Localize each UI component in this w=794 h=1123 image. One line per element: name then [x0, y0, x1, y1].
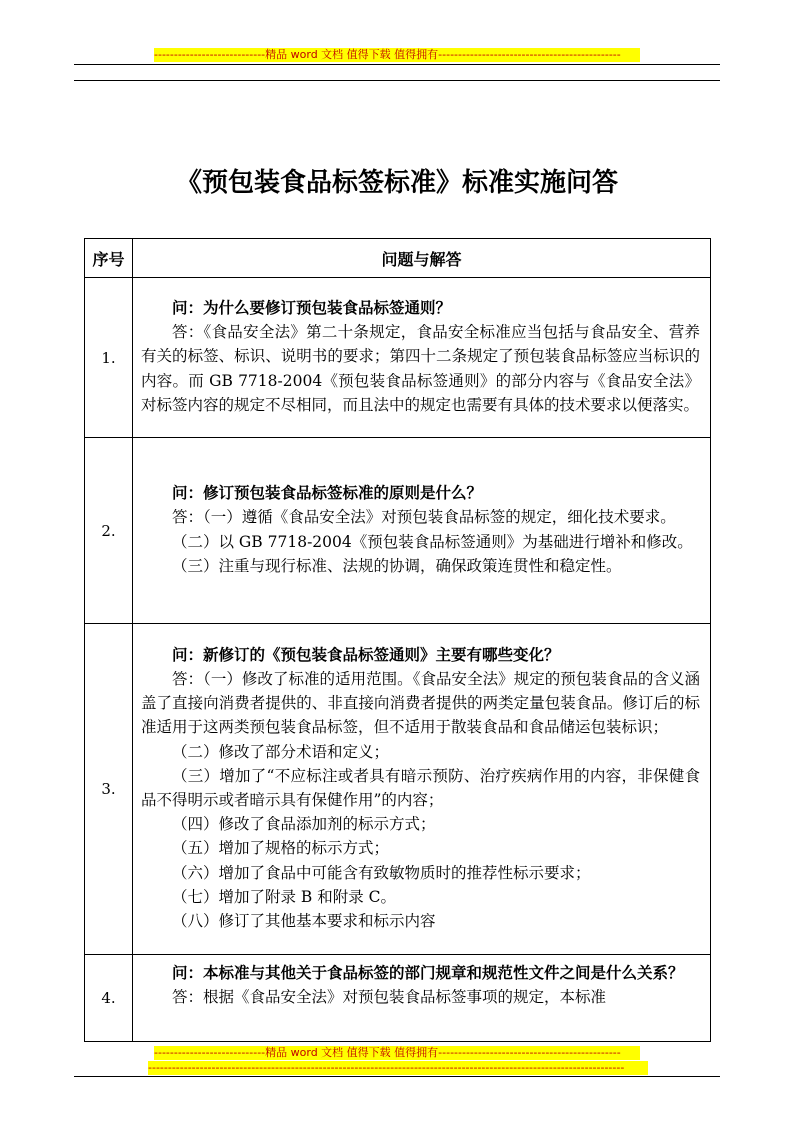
- qa-cell: [133, 278, 711, 438]
- header-banner: ----------------------------精品 word 文档 值得下载 值得拥有----------------------------------------------: [154, 48, 640, 62]
- answer-text: （八）修订了其他基本要求和标示内容: [172, 912, 436, 931]
- row-number: 4.: [85, 955, 133, 1042]
- question-text: 问：新修订的《预包装食品标签通则》主要有哪些变化？: [172, 645, 560, 664]
- question-text: 问：为什么要修订预包装食品标签通则？: [172, 298, 452, 317]
- table-row: [85, 278, 711, 438]
- question-text: 问：本标准与其他关于食品标签的部门规章和规范性文件之间是什么关系？: [172, 964, 684, 982]
- qa-cell: [133, 438, 711, 624]
- footer-banner-dashes: ------------------------------------------------------------------------------------------------------------------------: [148, 1061, 648, 1075]
- answer-text: （四）修改了食品添加剂的标示方式；: [172, 815, 436, 834]
- row-number: 2.: [85, 438, 133, 624]
- row-number: 3.: [85, 624, 133, 955]
- question-text: 问：修订预包装食品标签标准的原则是什么？: [172, 484, 483, 503]
- header-rule-top: [74, 64, 720, 65]
- table-row: [85, 955, 711, 1042]
- table-row: [85, 624, 711, 955]
- answer-text: 答：（一）修改了标准的适用范围。《食品安全法》规定的预包装食品的含义涵盖了直接向消费者提供的、非直接向消费者提供的两类定量包装食品。修订后的标准适用于这两类预包装食品标签，但不适用于散装食品和食品储运包装标识；: [141, 669, 700, 737]
- answer-text: 答：根据《食品安全法》对预包装食品标签事项的规定，本标准: [172, 988, 607, 1007]
- answer-text: （六）增加了食品中可能含有致敏物质时的推荐性标示要求；: [172, 863, 591, 882]
- answer-text: （二）修改了部分术语和定义；: [172, 742, 390, 761]
- answer-text: （二）以 GB 7718-2004《预包装食品标签通则》为基础进行增补和修改。: [172, 532, 693, 551]
- answer-text: （三）增加了“不应标注或者具有暗示预防、治疗疾病作用的内容，非保健食品不得明示或者暗示具有保健作用”的内容；: [141, 766, 700, 809]
- qa-cell: [133, 624, 711, 955]
- column-header-number: 序号: [85, 239, 133, 278]
- qa-cell: [133, 955, 711, 1042]
- table-header-row: [85, 239, 711, 278]
- column-header-content: 问题与解答: [133, 239, 711, 278]
- answer-text: 答：（一）遵循《食品安全法》对预包装食品标签的规定，细化技术要求。: [172, 508, 676, 527]
- footer-banner: ----------------------------精品 word 文档 值得下载 值得拥有----------------------------------------------: [154, 1046, 640, 1060]
- header-rule-bottom: [74, 80, 720, 81]
- qa-table: [84, 238, 711, 1042]
- page-title: 《预包装食品标签标准》标准实施问答: [175, 168, 618, 199]
- table-row: [85, 438, 711, 624]
- answer-text: （七）增加了附录 B 和附录 C。: [172, 887, 397, 906]
- row-number: 1.: [85, 278, 133, 438]
- answer-text: （三）注重与现行标准、法规的协调，确保政策连贯性和稳定性。: [172, 556, 622, 575]
- answer-text: 答：《食品安全法》第二十条规定，食品安全标准应当包括与食品安全、营养有关的标签、标识、说明书的要求；第四十二条规定了预包装食品标签应当标识的内容。而 GB 7718-2004《预包装食品标签通则》的部分内容与《食品安全法》对标签内容的规定不尽相同，而且法中的规定也需要有具体的技术要求以便落实。: [141, 323, 700, 414]
- footer-rule: [74, 1076, 720, 1077]
- answer-text: （五）增加了规格的标示方式；: [172, 839, 390, 858]
